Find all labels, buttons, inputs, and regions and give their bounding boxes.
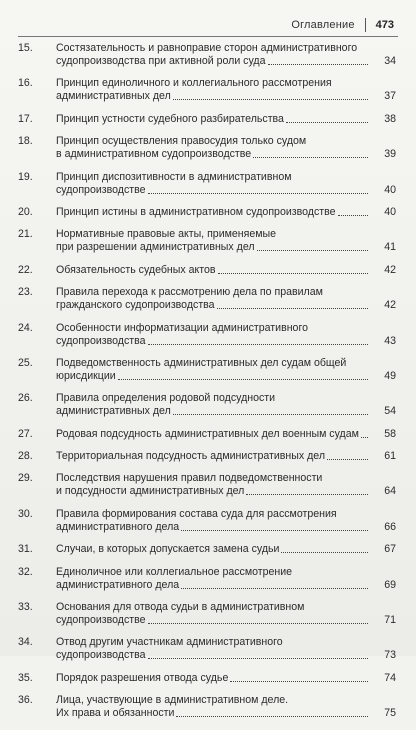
toc-entry-title-line: Порядок разрешения отвода судье [56, 671, 229, 684]
toc-entry-number: 32. [18, 565, 33, 578]
toc-entry-number: 33. [18, 601, 33, 614]
toc-entry-page: 67 [384, 543, 396, 556]
toc-entry-title-line: административных дел [56, 405, 171, 418]
toc-entry-number: 19. [18, 170, 33, 183]
toc-entry-page: 38 [384, 112, 396, 125]
toc-entry-number: 24. [18, 321, 33, 334]
toc-entry-page: 39 [384, 148, 396, 161]
toc-entry [18, 264, 396, 277]
dot-leader [246, 494, 368, 495]
toc-entry-title-line: Принцип единоличного и коллегиального рассмотрения [56, 77, 332, 90]
toc-entry [18, 472, 396, 498]
dot-leader [176, 716, 368, 717]
toc-entry-number: 27. [18, 427, 33, 440]
toc-entry-page: 43 [384, 334, 396, 347]
toc-entry-title-line: при разрешении административных дел [56, 241, 255, 254]
toc-entry [18, 672, 396, 685]
dot-leader [181, 530, 368, 531]
toc-entry-title-line: судопроизводстве [56, 183, 146, 196]
dot-leader [148, 344, 368, 345]
toc-entry-title-line: Единоличное или коллегиальное рассмотрение [56, 565, 293, 578]
toc-entry [18, 636, 396, 662]
toc-entry-title-line: Подведомственность административных дел судам общей [56, 356, 347, 369]
toc-entry-title-line: административных дел [56, 90, 171, 103]
toc-entry-title-line: Лица, участвующие в административном деле. [56, 694, 289, 707]
dot-leader [148, 623, 368, 624]
toc-entry [18, 228, 396, 254]
dot-leader [230, 681, 368, 682]
toc-entry-number: 20. [18, 205, 33, 218]
toc-entry-page: 71 [384, 614, 396, 627]
toc-entry-title-line: судопроизводства [56, 334, 146, 347]
toc-entry [18, 113, 396, 126]
toc-entry-title-line: судопроизводстве [56, 614, 146, 627]
toc-entry-title-line: Территориальная подсудность административных дел [56, 450, 326, 463]
toc-entry [18, 508, 396, 534]
dot-leader [327, 459, 368, 460]
toc-entry-title-line: Последствия нарушения правил подведомственности [56, 472, 323, 485]
toc-entry-title-line: Обязательность судебных актов [56, 263, 216, 276]
dot-leader [181, 588, 368, 589]
toc-entry-title-line: административного дела [56, 520, 180, 533]
dot-leader [338, 215, 368, 216]
header-rule [18, 36, 398, 37]
toc-entry [18, 206, 396, 219]
toc-entry-number: 21. [18, 228, 33, 241]
toc-entry-title-line: Нормативные правовые акты, применяемые [56, 228, 277, 241]
toc-entry [18, 322, 396, 348]
toc-entry-title-line: Принцип истины в административном судопроизводстве [56, 205, 336, 218]
toc-entry-title-line: Случаи, в которых допускается замена судьи [56, 543, 280, 556]
toc-entry-number: 31. [18, 543, 33, 556]
toc-entry [18, 392, 396, 418]
toc-entry-number: 15. [18, 42, 33, 54]
toc-entry [18, 42, 396, 68]
toc-entry-number: 18. [18, 135, 33, 148]
toc-entry-number: 26. [18, 392, 33, 405]
toc-entry [18, 601, 396, 627]
dot-leader [253, 157, 368, 158]
dot-leader [286, 122, 368, 123]
toc-entry-page: 41 [384, 241, 396, 254]
toc-entry-number: 35. [18, 671, 33, 684]
dot-leader [268, 64, 369, 65]
toc-entry-page: 61 [384, 450, 396, 463]
toc-entry [18, 450, 396, 463]
toc-entry-number: 16. [18, 77, 33, 90]
toc-entry-title-line: административного дела [56, 578, 180, 591]
toc-entry [18, 286, 396, 312]
toc-entry-title-line: Основания для отвода судьи в административном [56, 601, 305, 614]
dot-leader [118, 379, 368, 380]
toc-entry [18, 135, 396, 161]
toc-entry [18, 694, 396, 720]
toc-entry-page: 74 [384, 671, 396, 684]
toc-entry [18, 77, 396, 103]
toc-entry-title-line: судопроизводства [56, 649, 146, 662]
dot-leader [148, 193, 368, 194]
toc-entry-page: 73 [384, 649, 396, 662]
toc-entry-title-line: Их права и обязанности [56, 707, 175, 720]
table-of-contents [18, 42, 396, 730]
running-header [291, 18, 394, 32]
toc-entry [18, 566, 396, 592]
toc-entry-page: 40 [384, 183, 396, 196]
toc-entry-number: 23. [18, 286, 33, 299]
toc-entry-page: 37 [384, 90, 396, 103]
toc-entry-number: 30. [18, 507, 33, 520]
toc-entry-page: 69 [384, 578, 396, 591]
toc-entry-number: 22. [18, 263, 33, 276]
toc-entry-page: 40 [384, 205, 396, 218]
toc-entry-page: 64 [384, 485, 396, 498]
header-page-number: 473 [375, 19, 394, 31]
toc-entry-title-line: Особенности информатизации административного [56, 321, 308, 334]
toc-entry-title-line: и подсудности административных дел [56, 485, 245, 498]
dot-leader [281, 552, 368, 553]
toc-entry-number: 29. [18, 472, 33, 485]
dot-leader [361, 437, 368, 438]
toc-entry-number: 25. [18, 356, 33, 369]
toc-entry-page: 58 [384, 427, 396, 440]
toc-entry-title-line: Принцип осуществления правосудия только судом [56, 135, 307, 148]
dot-leader [217, 308, 368, 309]
toc-entry [18, 357, 396, 383]
dot-leader [173, 414, 368, 415]
toc-entry-title-line: Правила перехода к рассмотрению дела по правилам [56, 286, 323, 299]
toc-entry-page: 42 [384, 299, 396, 312]
toc-entry-number: 17. [18, 112, 33, 125]
toc-entry-title-line: в административном судопроизводстве [56, 148, 252, 161]
toc-entry [18, 171, 396, 197]
toc-entry [18, 543, 396, 556]
toc-entry [18, 428, 396, 441]
dot-leader [218, 273, 368, 274]
dot-leader [173, 99, 368, 100]
toc-entry-number: 28. [18, 450, 33, 463]
header-separator [365, 18, 366, 32]
toc-entry-title-line: судопроизводства при активной роли суда [56, 55, 266, 67]
toc-entry-title-line: Родовая подсудность административных дел военным судам [56, 427, 359, 440]
toc-entry-title-line: Принцип диспозитивности в административном [56, 170, 292, 183]
toc-entry-number: 34. [18, 636, 33, 649]
toc-entry-title-line: Правила формирования состава суда для рассмотрения [56, 507, 337, 520]
toc-entry-title-line: Принцип устности судебного разбирательства [56, 112, 284, 125]
toc-entry-title-line: юрисдикции [56, 369, 116, 382]
toc-entry-page: 66 [384, 520, 396, 533]
toc-entry-title-line: Отвод другим участникам административного [56, 636, 283, 649]
toc-entry-page: 75 [384, 707, 396, 720]
toc-entry-page: 54 [384, 405, 396, 418]
toc-entry-page: 49 [384, 369, 396, 382]
toc-entry-page: 34 [384, 55, 396, 67]
toc-entry-title-line: Состязательность и равноправие сторон административного [56, 42, 358, 54]
header-title: Оглавление [291, 19, 355, 31]
dot-leader [148, 658, 368, 659]
toc-entry-title-line: гражданского судопроизводства [56, 299, 215, 312]
toc-entry-title-line: Правила определения родовой подсудности [56, 392, 276, 405]
toc-entry-page: 42 [384, 263, 396, 276]
toc-entry-number: 36. [18, 694, 33, 707]
dot-leader [257, 250, 368, 251]
